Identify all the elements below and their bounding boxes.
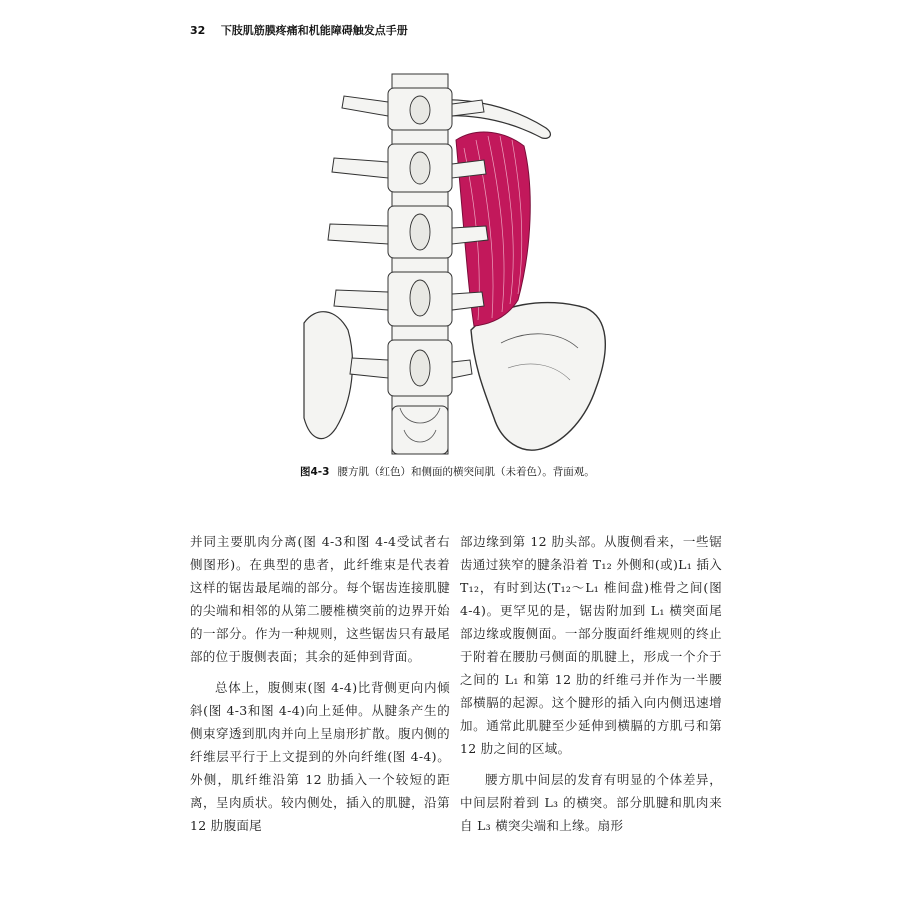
spine-pelvis-drawing	[296, 68, 616, 460]
figure-caption-text: 腰方肌（红色）和侧面的横突间肌（未着色）。背面观。	[337, 466, 595, 478]
right-iliac-crest	[471, 303, 605, 451]
paragraph: 部边缘到第 12 肋头部。从腹侧看来，一些锯齿通过狭窄的腱条沿着 T₁₂ 外侧和(或)L₁ 插入 T₁₂，有时到达(T₁₂～L₁ 椎间盘)椎骨之间(图 4-4)。更罕见的是，锯齿附加到 L₁ 横突面尾部边缘或腹侧面。一部分腹面纤维规则的终止于附着在腰肋弓侧面的肌腱上，形成一个介于之间的 L₁ 和第 12 肋的纤维弓并作为一半腰部横膈的起源。这个腱形的插入向内侧迅速增加。通常此肌腱至少延伸到横膈的方肌弓和第 12 肋之间的区域。	[460, 534, 722, 756]
figure-caption	[300, 464, 595, 479]
spinal-column	[392, 74, 448, 454]
book-title: 下肢肌筋膜疼痛和机能障碍触发点手册	[220, 24, 408, 37]
paragraph: 总体上，腹侧束(图 4-4)比背侧更向内倾斜(图 4-3和图 4-4)向上延伸。从腱条产生的侧束穿透到肌肉并向上呈扇形扩散。腹内侧的纤维层平行于上文提到的外向纤维(图 4-4)。外侧，肌纤维沿第 12 肋插入一个较短的距离，呈肉质状。较内侧处，插入的肌腱，沿第 12 肋腹面尾	[190, 680, 450, 833]
anatomy-illustration	[296, 68, 616, 460]
paragraph: 并同主要肌肉分离(图 4-3和图 4-4受试者右侧图形)。在典型的患者，此纤维束是代表着这样的锯齿最尾端的部分。每个锯齿连接肌腱的尖端和相邻的从第二腰椎横突前的边界开始的一部分。作为一种规则，这些锯齿只有最尾部的位于腹侧表面；其余的延伸到背面。	[190, 534, 450, 664]
figure-label: 图4-3	[300, 466, 330, 478]
body-column-right	[460, 530, 722, 845]
page-number: 32	[190, 24, 206, 37]
paragraph: 腰方肌中间层的发育有明显的个体差异，中间层附着到 L₃ 的横突。部分肌腱和肌肉来自 L₃ 横突尖端和上缘。扇形	[460, 772, 722, 833]
body-column-left	[190, 530, 450, 845]
running-header	[190, 22, 408, 38]
left-iliac-crest	[304, 312, 352, 439]
